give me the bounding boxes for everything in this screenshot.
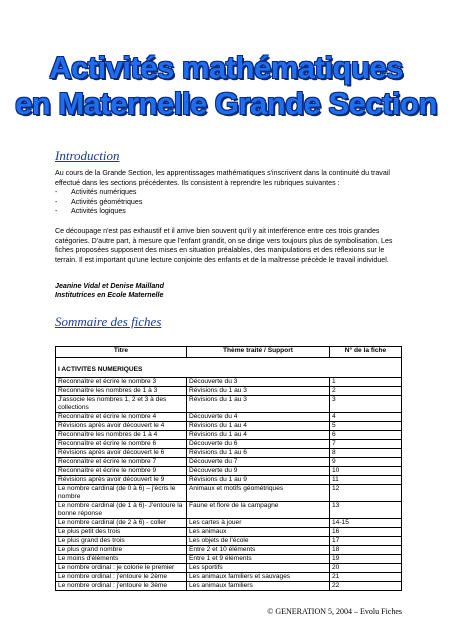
cell-theme: Révisions du 1 au 9 (187, 476, 330, 485)
cell-titre: J'associe les nombres 1, 2 et 3 à des collections (56, 396, 187, 413)
cell-titre: Révisions après avoir découvert le 9 (56, 476, 187, 485)
table-row (56, 413, 402, 422)
cell-numero: 9 (330, 458, 402, 467)
table-row (56, 387, 402, 396)
cell-theme: Découverte du 6 (187, 440, 330, 449)
introduction-paragraph-1: Au cours de la Grande Section, les apprentissages mathématiques s'inscrivent dans la continuité du travail effectué dans les sections précédentes. Ils consistent à reprendre les rubriques suivantes : (55, 169, 390, 187)
cell-numero: 10 (330, 467, 402, 476)
cell-titre: Le plus petit des trois (56, 528, 187, 537)
table-row (56, 440, 402, 449)
cell-titre: Révisions après avoir découvert le 4 (56, 422, 187, 431)
bullet-item: - Activités logiques (55, 207, 126, 216)
introduction-heading: Introduction (55, 148, 120, 163)
cell-titre: Reconnaître et écrire le nombre 9 (56, 467, 187, 476)
cell-numero: 20 (330, 564, 402, 573)
cell-theme: Révisions du 1 au 3 (187, 387, 330, 396)
cell-numero: 22 (330, 582, 402, 591)
table-row (56, 555, 402, 564)
cell-theme: Révisions du 1 au 4 (187, 431, 330, 440)
document-title-line-2: en Maternelle Grande Section (15, 86, 437, 121)
cell-titre: Le nombre cardinal (de 1 à 6)- J'entoure la bonne réponse (56, 502, 187, 519)
table-row (56, 431, 402, 440)
cell-theme: Les cartes à jouer (187, 519, 330, 528)
cell-theme: Découverte du 9 (187, 467, 330, 476)
cell-numero: 14-15 (330, 519, 402, 528)
cell-titre: Reconnaître et écrire le nombre 7 (56, 458, 187, 467)
cell-numero: 11 (330, 476, 402, 485)
cell-theme: Les sportifs (187, 564, 330, 573)
page-footer: © GENERATION 5, 2004 – Evolu Fiches (267, 607, 402, 616)
cell-theme: Les animaux familiers (187, 582, 330, 591)
cell-numero: 5 (330, 422, 402, 431)
table-row (56, 564, 402, 573)
cell-numero: 18 (330, 546, 402, 555)
bullet-item: - Activités numériques (55, 188, 137, 196)
introduction-paragraph-2: Ce découpage n'est pas exhaustif et il arrive bien souvent qu'il y ait interférence entre ces trois grandes catégories. D'autre part, à mesure que l'enfant grandit, on se dirige vers toujours plus de symbolisation. Les fiches proposées supposent des mises en situation préalables, des manipulations et des réflexions sur le terrain. Il est important qu'une lecture conjointe des enfants et de la maîtresse précède le travail individuel. (55, 227, 393, 264)
cell-theme: Les objets de l'école (187, 537, 330, 546)
cell-titre: Reconnaître les nombres de 1 à 3 (56, 387, 187, 396)
table-row (56, 546, 402, 555)
table-row (56, 528, 402, 537)
cell-theme: Révisions du 1 au 4 (187, 422, 330, 431)
cell-numero: 7 (330, 440, 402, 449)
cell-numero: 16 (330, 528, 402, 537)
cell-theme: Découverte du 3 (187, 378, 330, 387)
cell-theme: Les animaux familiers et sauvages (187, 573, 330, 582)
cell-titre: Révisions après avoir découvert le 6 (56, 449, 187, 458)
table-row (56, 396, 402, 413)
cell-titre: Le nombre ordinal : j'entoure le 3ème (56, 582, 187, 591)
cell-theme: Entre 2 et 10 éléments (187, 546, 330, 555)
cell-titre: Reconnaître et écrire le nombre 4 (56, 413, 187, 422)
introduction-bullet-list (55, 188, 142, 217)
cell-theme: Découverte du 7 (187, 458, 330, 467)
cell-theme: Révisions du 1 au 6 (187, 449, 330, 458)
cell-numero: 13 (330, 502, 402, 519)
section-label: I ACTIVITES NUMERIQUES (56, 358, 402, 378)
column-header-numero: N° de la fiche (330, 347, 402, 358)
column-header-titre: Titre (56, 347, 187, 358)
cell-numero: 12 (330, 485, 402, 502)
cell-numero: 8 (330, 449, 402, 458)
table-row (56, 537, 402, 546)
cell-numero: 2 (330, 387, 402, 396)
cell-numero: 6 (330, 431, 402, 440)
cell-titre: Le plus grand nombre (56, 546, 187, 555)
cell-theme: Révisions du 1 au 3 (187, 396, 330, 413)
cell-titre: Reconnaître et écrire le nombre 3 (56, 378, 187, 387)
table-row (56, 378, 402, 387)
cell-theme: Découverte du 4 (187, 413, 330, 422)
cell-titre: Le nombre ordinal : j'entoure le 2ème (56, 573, 187, 582)
table-row (56, 449, 402, 458)
author-names: Jeanine Vidal et Denise Mailland (55, 282, 164, 290)
cell-numero: 4 (330, 413, 402, 422)
table-header-row (56, 347, 402, 358)
cell-titre: Le plus grand des trois (56, 537, 187, 546)
cell-titre: Reconnaître et écrire le nombre 6 (56, 440, 187, 449)
table-row (56, 458, 402, 467)
cell-theme: Animaux et motifs géométriques (187, 485, 330, 502)
sommaire-heading: Sommaire des fiches (55, 314, 162, 329)
cell-titre: Le nombre cardinal (de 0 à 6) – j'écris le nombre (56, 485, 187, 502)
cell-numero: 3 (330, 396, 402, 413)
table-row (56, 485, 402, 502)
cell-theme: Faune et flore de la campagne (187, 502, 330, 519)
table-row (56, 573, 402, 582)
table-row (56, 476, 402, 485)
cell-numero: 19 (330, 555, 402, 564)
bullet-item: - Activités géométriques (55, 197, 143, 206)
cell-theme: Entre 1 et 9 éléments (187, 555, 330, 564)
table-row (56, 422, 402, 431)
cell-titre: Le nombre ordinal : je colorie le premier (56, 564, 187, 573)
cell-numero: 21 (330, 573, 402, 582)
cell-titre: Le moins d'éléments (56, 555, 187, 564)
document-title-line-1: Activités mathématiques (49, 50, 403, 85)
cell-numero: 17 (330, 537, 402, 546)
author-role: Institutrices en Ecole Maternelle (55, 291, 164, 299)
table-row (56, 502, 402, 519)
table-section-row (56, 358, 402, 378)
cell-theme: Les animaux (187, 528, 330, 537)
sommaire-table (55, 346, 402, 591)
table-row (56, 582, 402, 591)
cell-numero: 1 (330, 378, 402, 387)
table-row (56, 519, 402, 528)
cell-titre: Le nombre cardinal (de 2 à 6) - coller (56, 519, 187, 528)
cell-titre: Reconnaître les nombres de 1 à 4 (56, 431, 187, 440)
table-row (56, 467, 402, 476)
column-header-theme: Thème traité / Support (187, 347, 330, 358)
